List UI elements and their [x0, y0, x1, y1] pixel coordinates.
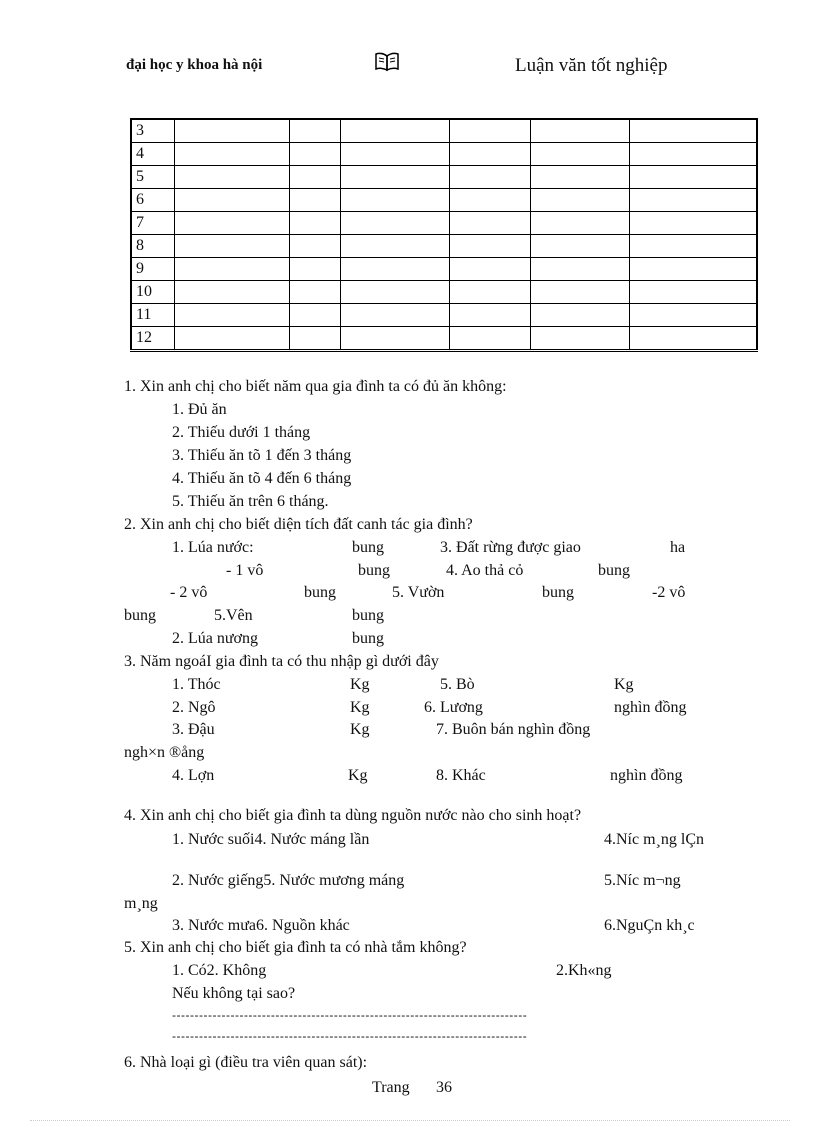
q2-unit: bung: [352, 539, 384, 556]
q2-item: 5. Vườn: [392, 584, 445, 601]
table-cell: [290, 119, 341, 143]
table-cell: [175, 258, 290, 281]
table-cell: [175, 327, 290, 351]
q5-why: Nếu không tại sao?: [172, 985, 296, 1002]
q3-item: 4. Lợn: [172, 767, 215, 784]
q3-item: 8. Khác: [436, 767, 486, 784]
table-cell: [290, 304, 341, 327]
q1-option: 2. Thiếu dưới 1 tháng: [172, 424, 311, 441]
q5-option-legacy: 2.Kh«ng: [556, 962, 612, 979]
table-cell: [341, 235, 450, 258]
q4-option: 1. Nước suối4. Nước máng lần: [172, 831, 370, 848]
table-cell: [450, 119, 531, 143]
q1-option: 1. Đủ ăn: [172, 401, 227, 418]
q2-unit: bung: [304, 584, 336, 601]
table-cell: [630, 235, 758, 258]
q1-option: 4. Thiếu ăn tõ 4 đến 6 tháng: [172, 470, 352, 487]
table-row: [131, 304, 757, 327]
row-number-cell: 10: [131, 281, 175, 304]
table-cell: [450, 143, 531, 166]
table-row: [131, 143, 757, 166]
row-number-cell: 6: [131, 189, 175, 212]
table-row: [131, 281, 757, 304]
table-cell: [531, 166, 630, 189]
table-cell: [175, 212, 290, 235]
page-number: 36: [436, 1079, 452, 1096]
table-cell: [450, 166, 531, 189]
table-cell: [175, 119, 290, 143]
table-cell: [175, 281, 290, 304]
table-cell: [531, 119, 630, 143]
table-cell: [175, 166, 290, 189]
table-row: [131, 166, 757, 189]
table-cell: [341, 212, 450, 235]
table-cell: [175, 304, 290, 327]
q2-item: 1. Lúa nước:: [172, 539, 254, 556]
q1-option: 3. Thiếu ăn tõ 1 đến 3 tháng: [172, 447, 352, 464]
table-cell: [341, 143, 450, 166]
q4-question: 4. Xin anh chị cho biết gia đình ta dùng nguồn nước nào cho sinh hoạt?: [124, 807, 582, 824]
table-cell: [531, 258, 630, 281]
table-cell: [450, 258, 531, 281]
table-cell: [450, 235, 531, 258]
table-cell: [630, 281, 758, 304]
q3-item: 2. Ngô: [172, 699, 216, 716]
table-cell: [630, 258, 758, 281]
table-cell: [341, 166, 450, 189]
table-cell: [531, 212, 630, 235]
header-institution: đại học y khoa hà nội: [126, 57, 263, 73]
table-cell: [450, 189, 531, 212]
q2-item: 3. Đất rừng được giao: [440, 539, 581, 556]
q4-option: 2. Nước giếng5. Nước mương máng: [172, 872, 405, 889]
q2-unit: bung: [358, 562, 390, 579]
q2-unit: ha: [670, 539, 686, 556]
q4-option-legacy: 6.NguÇn kh¸c: [604, 917, 695, 934]
table-cell: [341, 304, 450, 327]
table-cell: [341, 189, 450, 212]
table-cell: [341, 281, 450, 304]
q4-option-legacy: 5.Níc m¬ng: [604, 872, 681, 889]
table-cell: [290, 166, 341, 189]
q2-item: 5.Vên: [214, 607, 253, 624]
q3-unit: nghìn đồng: [610, 767, 683, 784]
q2-item: - 2 vô: [170, 584, 208, 601]
table-row: [131, 189, 757, 212]
table-row: [131, 235, 757, 258]
q2-item: - 1 vô: [226, 562, 264, 579]
table-cell: [531, 235, 630, 258]
row-number-cell: 12: [131, 327, 175, 351]
q3-unit: nghìn đồng: [614, 699, 687, 716]
open-book-icon: [374, 52, 400, 77]
row-number-cell: 5: [131, 166, 175, 189]
q3-unit: Kg: [348, 767, 368, 784]
q2-unit: bung: [352, 607, 384, 624]
q3-unit: Kg: [350, 721, 370, 738]
table-row: [131, 327, 757, 351]
row-number-cell: 9: [131, 258, 175, 281]
table-cell: [290, 235, 341, 258]
q3-item: 3. Đậu: [172, 721, 215, 738]
q2-unit: bung: [598, 562, 630, 579]
table-cell: [630, 212, 758, 235]
q3-item: 5. Bò: [440, 676, 475, 693]
table-cell: [630, 143, 758, 166]
q2-unit: bung: [352, 630, 384, 647]
row-number-cell: 3: [131, 119, 175, 143]
q3-unit: Kg: [350, 699, 370, 716]
table-cell: [630, 119, 758, 143]
table-cell: [290, 189, 341, 212]
table-cell: [450, 304, 531, 327]
table-cell: [290, 327, 341, 351]
table-cell: [630, 304, 758, 327]
table-cell: [531, 281, 630, 304]
table-cell: [450, 327, 531, 351]
page-label: Trang: [372, 1079, 410, 1096]
table-cell: [290, 212, 341, 235]
table-cell: [531, 327, 630, 351]
table-cell: [341, 327, 450, 351]
table-cell: [341, 258, 450, 281]
table-cell: [290, 143, 341, 166]
data-table: [130, 118, 758, 352]
row-number-cell: 4: [131, 143, 175, 166]
table-cell: [531, 304, 630, 327]
q3-question: 3. Năm ngoáI gia đình ta có thu nhập gì dưới đây: [124, 653, 439, 670]
q1-question: 1. Xin anh chị cho biết năm qua gia đình ta có đủ ăn không:: [124, 378, 507, 395]
q1-option: 5. Thiếu ăn trên 6 tháng.: [172, 493, 329, 510]
q3-unit: Kg: [350, 676, 370, 693]
table-cell: [341, 119, 450, 143]
table-cell: [630, 327, 758, 351]
q6-question: 6. Nhà loại gì (điều tra viên quan sát):: [124, 1054, 368, 1071]
q5-question: 5. Xin anh chị cho biết gia đình ta có nhà tắm không?: [124, 939, 467, 956]
q3-item: 7. Buôn bán nghìn đồng: [436, 721, 591, 738]
q4-option: 3. Nước mưa6. Nguồn khác: [172, 917, 350, 934]
q3-unit: Kg: [614, 676, 634, 693]
q4-option-legacy: 4.Níc m¸ng lÇn: [604, 831, 704, 848]
q2-unit: bung: [124, 607, 156, 624]
q4-option-legacy: m¸ng: [124, 895, 158, 912]
table-cell: [630, 166, 758, 189]
q2-unit: bung: [542, 584, 574, 601]
row-number-cell: 11: [131, 304, 175, 327]
table-cell: [290, 258, 341, 281]
table-cell: [175, 143, 290, 166]
q3-unit: ngh×n ®ång: [124, 744, 205, 761]
row-number-cell: 7: [131, 212, 175, 235]
table-cell: [630, 189, 758, 212]
page-bottom-divider: [30, 1120, 790, 1121]
table-cell: [175, 235, 290, 258]
q2-question: 2. Xin anh chị cho biết diện tích đất canh tác gia đình?: [124, 516, 473, 533]
q2-item: -2 vô: [652, 584, 686, 601]
answer-line: -------------------------------------------------------------------------------: [172, 1008, 528, 1022]
q3-item: 6. Lương: [424, 699, 483, 716]
table-cell: [531, 143, 630, 166]
table-cell: [531, 189, 630, 212]
table-cell: [450, 212, 531, 235]
header-title: Luận văn tốt nghiệp: [515, 55, 668, 76]
table-row: [131, 119, 757, 143]
q3-item: 1. Thóc: [172, 676, 221, 693]
table-cell: [290, 281, 341, 304]
q2-item: 4. Ao thả cỏ: [446, 562, 524, 579]
table-row: [131, 212, 757, 235]
row-number-cell: 8: [131, 235, 175, 258]
table-cell: [450, 281, 531, 304]
answer-line: -------------------------------------------------------------------------------: [172, 1029, 528, 1043]
q5-option: 1. Có2. Không: [172, 962, 267, 979]
table-row: [131, 258, 757, 281]
q2-item: 2. Lúa nương: [172, 630, 259, 647]
table-cell: [175, 189, 290, 212]
